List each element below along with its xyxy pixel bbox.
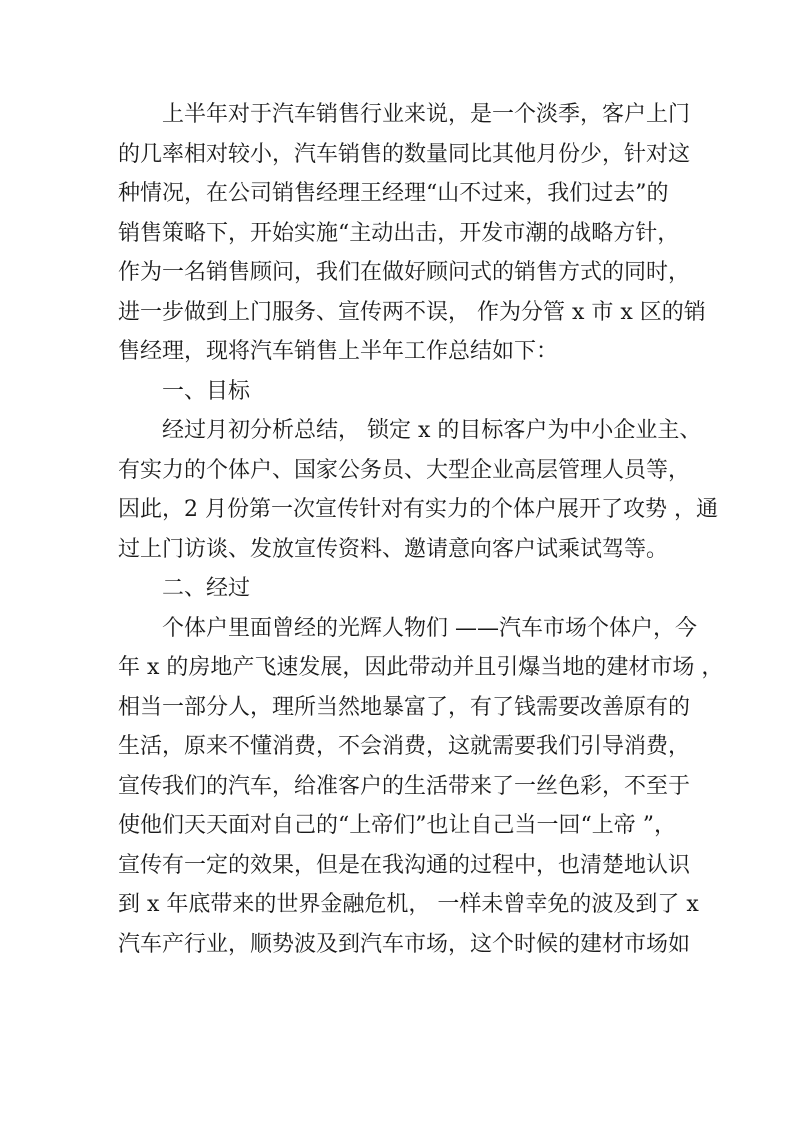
paragraph-line: 有实力的个体户、国家公务员、大型企业高层管理人员等， <box>118 457 691 483</box>
paragraph-line: 进一步做到上门服务、宣传两不误， 作为分管 x 市 x 区的销 <box>118 299 706 325</box>
section-heading-goal: 一、目标 <box>162 378 251 404</box>
paragraph-line: 上半年对于汽车销售行业来说，是一个淡季，客户上门 <box>162 102 691 127</box>
paragraph-line: 年 x 的房地产飞速发展，因此带动并且引爆当地的建材市场 ， <box>118 655 724 680</box>
paragraph-line: 个体户里面曾经的光辉人物们 ——汽车市场个体户，今 <box>162 615 697 641</box>
section-heading-process: 二、经过 <box>162 576 251 601</box>
paragraph-line: 使他们天天面对自己的“上帝们”也让自己当一回“上帝 ”， <box>118 813 676 838</box>
paragraph-line: 因此，2 月份第一次宣传针对有实力的个体户展开了攻势 ，通 <box>118 497 718 522</box>
paragraph-line: 种情况，在公司销售经理王经理“山不过来，我们过去”的 <box>118 181 669 206</box>
paragraph-line: 相当一部分人，理所当然地暴富了，有了钱需要改善原有的 <box>118 694 691 720</box>
paragraph-line: 到 x 年底带来的世界金融危机， 一样未曾幸免的波及到了 x <box>118 892 699 917</box>
paragraph-line: 经过月初分析总结， 锁定 x 的目标客户为中小企业主、 <box>162 418 702 443</box>
paragraph-line: 汽车产行业，顺势波及到汽车市场，这个时候的建材市场如 <box>118 931 691 957</box>
paragraph-line: 生活，原来不懂消费，不会消费，这就需要我们引导消费， <box>118 734 691 759</box>
paragraph-line: 过上门访谈、发放宣传资料、邀请意向客户试乘试驾等。 <box>118 536 669 562</box>
paragraph-line: 售经理，现将汽车销售上半年工作总结如下： <box>118 339 559 364</box>
document-body <box>118 95 724 964</box>
paragraph-line: 销售策略下，开始实施“主动出击，开发市潮的战略方针， <box>118 220 680 246</box>
paragraph-line: 作为一名销售顾问，我们在做好顾问式的销售方式的同时， <box>118 260 691 285</box>
paragraph-line: 宣传我们的汽车，给准客户的生活带来了一丝色彩，不至于 <box>118 773 691 799</box>
paragraph-line: 宣传有一定的效果，但是在我沟通的过程中，也清楚地认识 <box>118 852 691 878</box>
paragraph-line: 的几率相对较小，汽车销售的数量同比其他月份少，针对这 <box>118 141 691 167</box>
